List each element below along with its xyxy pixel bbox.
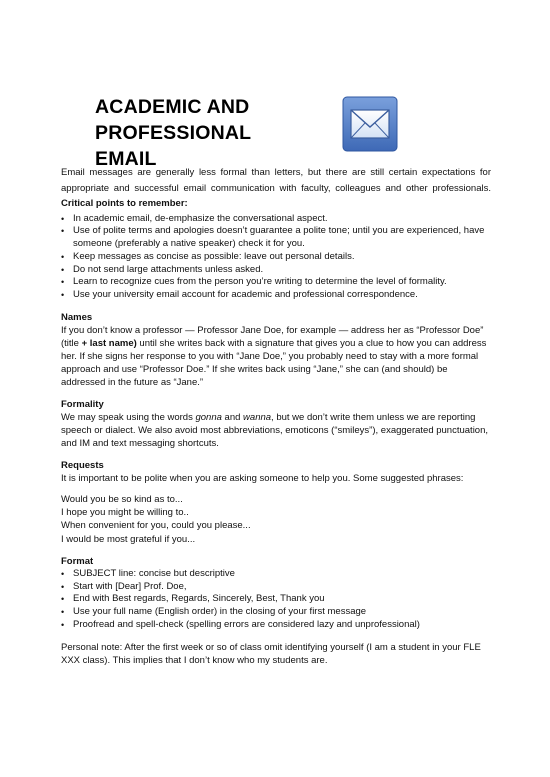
title-line-3: EMAIL xyxy=(95,148,157,170)
list-item: When convenient for you, could you please... xyxy=(61,520,251,532)
format-heading: Format xyxy=(61,555,94,567)
list-item: • Use of polite terms and apologies doesn’t guarantee a polite tone; until you are experienced, have someone (preferably a native speaker) check it for you. xyxy=(61,225,491,251)
list-item: Would you be so kind as to... xyxy=(61,494,183,506)
format-list xyxy=(61,568,491,632)
formality-text-1: We may speak using the words xyxy=(61,412,196,424)
personal-note: Personal note: After the first week or so of class omit identifying yourself (I am a student in your FLE XXX class). This implies that I don’t know who my students are. xyxy=(61,641,481,666)
list-item: • Proofread and spell-check (spelling errors are considered lazy and unprofessional) xyxy=(61,619,491,632)
title-line-1: ACADEMIC AND xyxy=(95,96,250,118)
names-text-2: until she writes back with a signature that gives you a clue to how you can address her. If she signs her response to you with “Jane Doe,” you probably need to stay with a more formal approach and use “Professor Doe.” If she writes back using “Jane,” she can (and should) be addressed in the future as “Jane.” xyxy=(61,338,487,389)
names-section xyxy=(61,311,491,389)
requests-paragraph: It is important to be polite when you are asking someone to help you. Some suggested phrases: xyxy=(61,473,464,485)
names-paragraph xyxy=(61,324,491,389)
formality-italic-2: wanna xyxy=(243,412,272,424)
list-item: • In academic email, de-emphasize the conversational aspect. xyxy=(61,213,491,226)
list-item: • Start with [Dear] Prof. Doe, xyxy=(61,581,491,594)
intro-bold: Critical points to remember: xyxy=(61,198,188,209)
title-line-2: PROFESSIONAL xyxy=(95,122,252,144)
list-item: • Use your university email account for academic and professional correspondence. xyxy=(61,289,491,302)
requests-phrases xyxy=(61,493,491,546)
list-item: • Do not send large attachments unless asked. xyxy=(61,264,491,277)
page-title xyxy=(95,94,251,172)
intro-text: Email messages are generally less formal than letters, but there are still certain expectations for appropriate and successful email communication with faculty, colleagues and other professionals. xyxy=(61,167,491,194)
names-heading: Names xyxy=(61,312,93,324)
formality-text-2: and xyxy=(221,412,244,424)
names-text-1: If you don’t know a professor — Professor Jane Doe, for example — address her as “Professor Doe” (title xyxy=(61,325,484,350)
formality-italic-1: gonna xyxy=(195,412,222,424)
formality-heading: Formality xyxy=(61,399,104,411)
requests-section xyxy=(61,459,491,546)
intro-paragraph xyxy=(61,165,491,212)
list-item: • Use your full name (English order) in the closing of your first message xyxy=(61,606,491,619)
envelope-icon xyxy=(342,96,398,152)
formality-paragraph xyxy=(61,411,491,450)
critical-points-list xyxy=(61,213,491,303)
list-item: I hope you might be willing to.. xyxy=(61,507,189,519)
format-section xyxy=(61,555,491,632)
list-item: I would be most grateful if you... xyxy=(61,533,196,545)
list-item: • Learn to recognize cues from the person you’re writing to determine the level of formality. xyxy=(61,276,491,289)
list-item: • SUBJECT line: concise but descriptive xyxy=(61,568,491,581)
list-item: • End with Best regards, Regards, Sincerely, Best, Thank you xyxy=(61,593,491,606)
formality-section xyxy=(61,398,491,450)
requests-heading: Requests xyxy=(61,460,104,472)
formality-text-3: , but we don’t write them unless we are reporting speech or dialect. We also avoid most abbreviations, emoticons (“smileys”), exaggerated punctuation, and IM and text messaging shortcuts. xyxy=(61,412,489,450)
list-item: • Keep messages as concise as possible: leave out personal details. xyxy=(61,251,491,264)
names-bold: + last name) xyxy=(81,338,137,350)
document-body xyxy=(61,165,491,667)
